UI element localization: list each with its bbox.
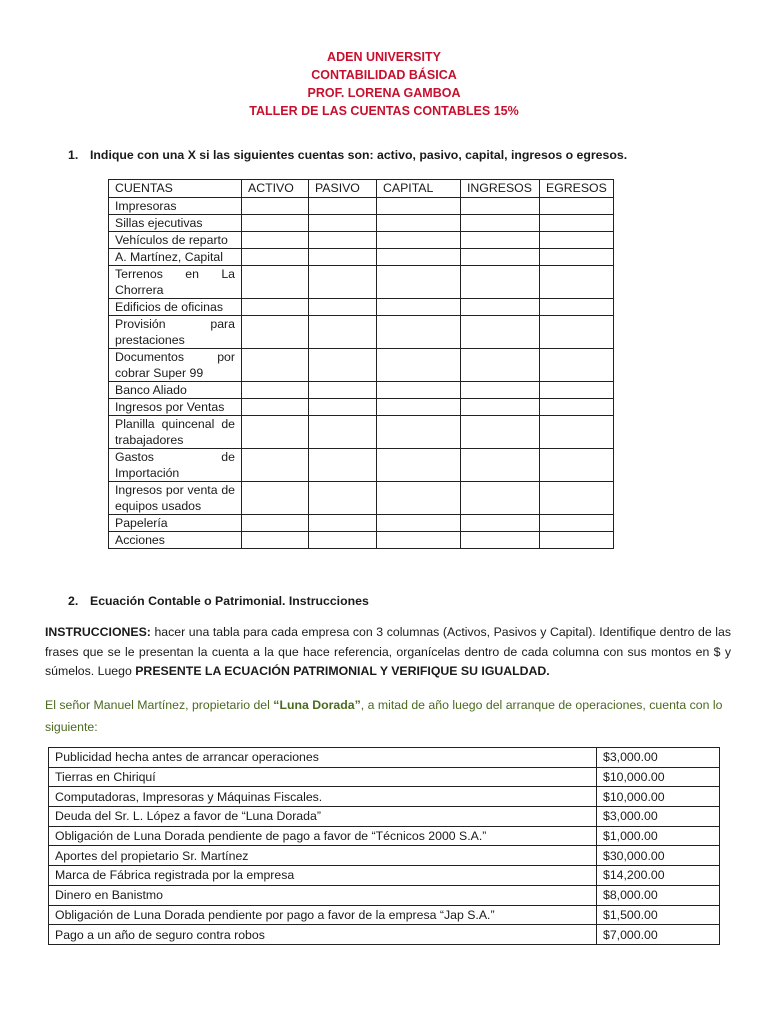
classification-cell[interactable] [309, 198, 377, 215]
table-row [109, 449, 614, 482]
classification-cell[interactable] [461, 349, 540, 382]
item-description: Marca de Fábrica registrada por la empresa [49, 866, 597, 886]
classification-cell[interactable] [461, 532, 540, 549]
table-row [109, 299, 614, 316]
table-row [109, 482, 614, 515]
item-description: Obligación de Luna Dorada pendiente por pago a favor de la empresa “Jap S.A.” [49, 905, 597, 925]
table-row [109, 232, 614, 249]
item-amount: $30,000.00 [597, 846, 720, 866]
classification-cell[interactable] [242, 382, 309, 399]
account-name: Ingresos por Ventas [109, 399, 242, 416]
classification-cell[interactable] [377, 266, 461, 299]
question-2-title: Ecuación Contable o Patrimonial. Instrucciones [90, 594, 369, 608]
classification-cell[interactable] [461, 299, 540, 316]
classification-cell[interactable] [461, 382, 540, 399]
item-amount: $1,000.00 [597, 826, 720, 846]
table-row [109, 215, 614, 232]
classification-cell[interactable] [461, 449, 540, 482]
item-description: Computadoras, Impresoras y Máquinas Fiscales. [49, 787, 597, 807]
classification-cell[interactable] [309, 482, 377, 515]
classification-cell[interactable] [242, 232, 309, 249]
classification-cell[interactable] [242, 482, 309, 515]
classification-cell[interactable] [377, 232, 461, 249]
classification-cell[interactable] [461, 232, 540, 249]
classification-cell[interactable] [540, 349, 614, 382]
item-amount: $10,000.00 [597, 767, 720, 787]
classification-cell[interactable] [242, 349, 309, 382]
classification-cell[interactable] [377, 449, 461, 482]
classification-cell[interactable] [540, 482, 614, 515]
account-name: Impresoras [109, 198, 242, 215]
classification-cell[interactable] [309, 349, 377, 382]
university-name: ADEN UNIVERSITY [327, 50, 441, 64]
classification-cell[interactable] [309, 249, 377, 266]
item-amount: $1,500.00 [597, 905, 720, 925]
classification-cell[interactable] [377, 416, 461, 449]
item-description: Pago a un año de seguro contra robos [49, 925, 597, 945]
table-row [49, 748, 720, 768]
table-row [49, 826, 720, 846]
item-description: Dinero en Banistmo [49, 885, 597, 905]
item-amount: $3,000.00 [597, 807, 720, 827]
classification-cell[interactable] [242, 416, 309, 449]
question-2 [68, 594, 369, 608]
table-row [49, 866, 720, 886]
classification-cell[interactable] [242, 198, 309, 215]
column-header: CAPITAL [377, 180, 461, 198]
classification-cell[interactable] [309, 416, 377, 449]
question-1-text: Indique con una X si las siguientes cuentas son: activo, pasivo, capital, ingresos o egresos. [90, 148, 628, 162]
classification-cell[interactable] [309, 515, 377, 532]
classification-cell[interactable] [540, 198, 614, 215]
classification-cell[interactable] [540, 215, 614, 232]
question-1 [68, 148, 627, 162]
classification-cell[interactable] [540, 249, 614, 266]
item-description: Obligación de Luna Dorada pendiente de pago a favor de “Técnicos 2000 S.A.” [49, 826, 597, 846]
classification-cell[interactable] [377, 399, 461, 416]
classification-cell[interactable] [461, 215, 540, 232]
case-text-part2: , a mitad de año luego del arranque de operaciones, cuenta con lo siguiente: [45, 698, 723, 734]
column-header: ACTIVO [242, 180, 309, 198]
table-row [49, 807, 720, 827]
classification-cell[interactable] [461, 416, 540, 449]
items-table [48, 747, 720, 945]
table-row [109, 399, 614, 416]
table-row [49, 846, 720, 866]
classification-cell[interactable] [461, 198, 540, 215]
item-description: Aportes del propietario Sr. Martínez [49, 846, 597, 866]
classification-cell[interactable] [242, 215, 309, 232]
question-1-number: 1. [68, 148, 79, 162]
classification-cell[interactable] [242, 532, 309, 549]
classification-cell[interactable] [461, 399, 540, 416]
classification-cell[interactable] [461, 515, 540, 532]
table-row [109, 349, 614, 382]
classification-cell[interactable] [377, 382, 461, 399]
table-row [49, 787, 720, 807]
classification-cell[interactable] [540, 232, 614, 249]
classification-cell[interactable] [242, 299, 309, 316]
instructions-text: hacer una tabla para cada empresa con 3 columnas (Activos, Pasivos y Capital). Identifique dentro de las frases que se le presentan la cuenta a la que hace referencia, organícelas dentro de cada columna con sus montos en $ y súmelos. Luego [45, 625, 731, 679]
classification-cell[interactable] [540, 532, 614, 549]
account-name: Acciones [109, 532, 242, 549]
account-name: Planilla quincenal de trabajadores [109, 416, 242, 449]
item-amount: $7,000.00 [597, 925, 720, 945]
classification-cell[interactable] [242, 249, 309, 266]
classification-cell[interactable] [309, 215, 377, 232]
table-row [109, 532, 614, 549]
professor-name: PROF. LORENA GAMBOA [307, 86, 461, 100]
classification-cell[interactable] [242, 515, 309, 532]
classification-cell[interactable] [309, 449, 377, 482]
company-name: “Luna Dorada” [273, 698, 361, 712]
classification-cell[interactable] [309, 316, 377, 349]
item-amount: $8,000.00 [597, 885, 720, 905]
document-header [0, 48, 768, 120]
account-name: Terrenos en La Chorrera [109, 266, 242, 299]
table-row [109, 316, 614, 349]
classification-cell[interactable] [242, 449, 309, 482]
classification-cell[interactable] [377, 349, 461, 382]
classification-cell[interactable] [309, 382, 377, 399]
item-description: Tierras en Chiriquí [49, 767, 597, 787]
classification-cell[interactable] [540, 266, 614, 299]
classification-cell[interactable] [309, 266, 377, 299]
table-row [49, 905, 720, 925]
classification-cell[interactable] [461, 266, 540, 299]
classification-cell[interactable] [540, 382, 614, 399]
account-name: Sillas ejecutivas [109, 215, 242, 232]
table-row [109, 416, 614, 449]
table-row [49, 925, 720, 945]
classification-cell[interactable] [377, 532, 461, 549]
table-row [109, 382, 614, 399]
table-row [49, 767, 720, 787]
item-description: Publicidad hecha antes de arrancar operaciones [49, 748, 597, 768]
classification-cell[interactable] [309, 399, 377, 416]
course-name: CONTABILIDAD BÁSICA [311, 68, 457, 82]
account-name: A. Martínez, Capital [109, 249, 242, 266]
classification-cell[interactable] [309, 232, 377, 249]
classification-cell[interactable] [461, 482, 540, 515]
classification-cell[interactable] [540, 449, 614, 482]
item-amount: $10,000.00 [597, 787, 720, 807]
question-2-number: 2. [68, 594, 79, 608]
classification-cell[interactable] [242, 316, 309, 349]
classification-cell[interactable] [309, 532, 377, 549]
item-description: Deuda del Sr. L. López a favor de “Luna Dorada” [49, 807, 597, 827]
classification-cell[interactable] [377, 215, 461, 232]
table-row [109, 198, 614, 215]
table-row [109, 266, 614, 299]
classification-cell[interactable] [377, 515, 461, 532]
classification-cell[interactable] [377, 316, 461, 349]
account-name: Gastos de Importación [109, 449, 242, 482]
classification-cell[interactable] [377, 299, 461, 316]
instructions-label: INSTRUCCIONES: [45, 625, 151, 639]
table-row [109, 515, 614, 532]
table-row [109, 249, 614, 266]
account-name: Papelería [109, 515, 242, 532]
classification-cell[interactable] [242, 399, 309, 416]
classification-cell[interactable] [540, 316, 614, 349]
account-name: Vehículos de reparto [109, 232, 242, 249]
classification-cell[interactable] [309, 299, 377, 316]
column-header: INGRESOS [461, 180, 540, 198]
column-header: CUENTAS [109, 180, 242, 198]
accounts-table [108, 179, 614, 549]
assignment-title: TALLER DE LAS CUENTAS CONTABLES 15% [249, 104, 519, 118]
column-header: PASIVO [309, 180, 377, 198]
classification-cell[interactable] [461, 316, 540, 349]
classification-cell[interactable] [540, 515, 614, 532]
account-name: Edificios de oficinas [109, 299, 242, 316]
instructions-paragraph [45, 623, 731, 682]
case-text-part1: El señor Manuel Martínez, propietario del [45, 698, 274, 712]
item-amount: $3,000.00 [597, 748, 720, 768]
account-name: Provisión para prestaciones [109, 316, 242, 349]
account-name: Banco Aliado [109, 382, 242, 399]
instructions-emphasis: PRESENTE LA ECUACIÓN PATRIMONIAL Y VERIFIQUE SU IGUALDAD. [135, 664, 550, 679]
classification-cell[interactable] [540, 299, 614, 316]
table-row [49, 885, 720, 905]
classification-cell[interactable] [377, 249, 461, 266]
classification-cell[interactable] [540, 416, 614, 449]
case-description [45, 694, 731, 738]
account-name: Documentos por cobrar Super 99 [109, 349, 242, 382]
classification-cell[interactable] [461, 249, 540, 266]
classification-cell[interactable] [242, 266, 309, 299]
item-amount: $14,200.00 [597, 866, 720, 886]
account-name: Ingresos por venta de equipos usados [109, 482, 242, 515]
column-header: EGRESOS [540, 180, 614, 198]
classification-cell[interactable] [377, 482, 461, 515]
classification-cell[interactable] [540, 399, 614, 416]
classification-cell[interactable] [377, 198, 461, 215]
